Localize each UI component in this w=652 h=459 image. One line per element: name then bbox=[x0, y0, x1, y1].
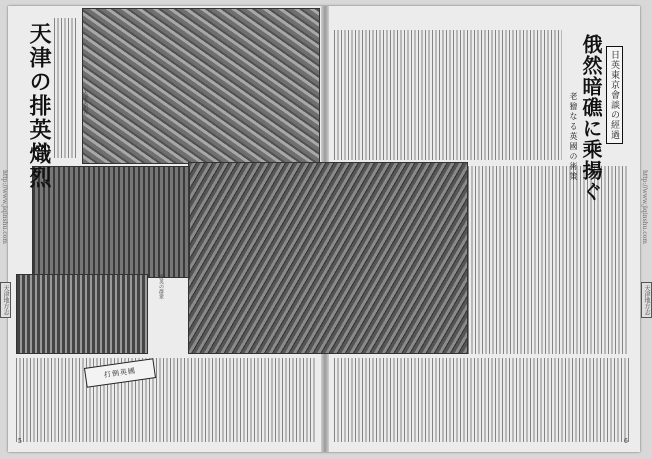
body-text-block bbox=[16, 358, 316, 442]
right-page-title: 俄然暗礁に乘揚ぐ bbox=[579, 34, 603, 202]
body-text-block bbox=[334, 30, 562, 160]
right-page-subtitle: 老獪なる英國の術策 bbox=[569, 92, 578, 182]
aerial-photo-concession bbox=[82, 8, 320, 164]
body-text-block bbox=[54, 18, 78, 158]
body-text-block bbox=[468, 166, 628, 354]
photo-rally bbox=[16, 274, 148, 354]
magazine-spread bbox=[8, 6, 640, 452]
left-page-title: 天津の排英熾烈 bbox=[26, 22, 52, 190]
archive-stamp-right: 天津地方志 bbox=[641, 282, 652, 318]
page-number-right: 6 bbox=[624, 438, 628, 445]
aerial-photo-city bbox=[188, 162, 468, 354]
body-text-block bbox=[334, 358, 630, 442]
section-heading-box: 日英東京會談の經過 bbox=[606, 46, 623, 144]
watermark-url-left: http://www.jiqinshu.com bbox=[1, 170, 8, 244]
protest-banner: 打倒英國 bbox=[84, 358, 156, 388]
photo-caption: 天津英租界 bbox=[82, 90, 88, 115]
photo-caption: 排英の群衆 bbox=[158, 274, 164, 299]
watermark-url-right: http://www.jiqinshu.com bbox=[641, 170, 648, 244]
archive-stamp-left: 天津地方志 bbox=[0, 282, 11, 318]
page-number-left: 5 bbox=[18, 438, 22, 445]
